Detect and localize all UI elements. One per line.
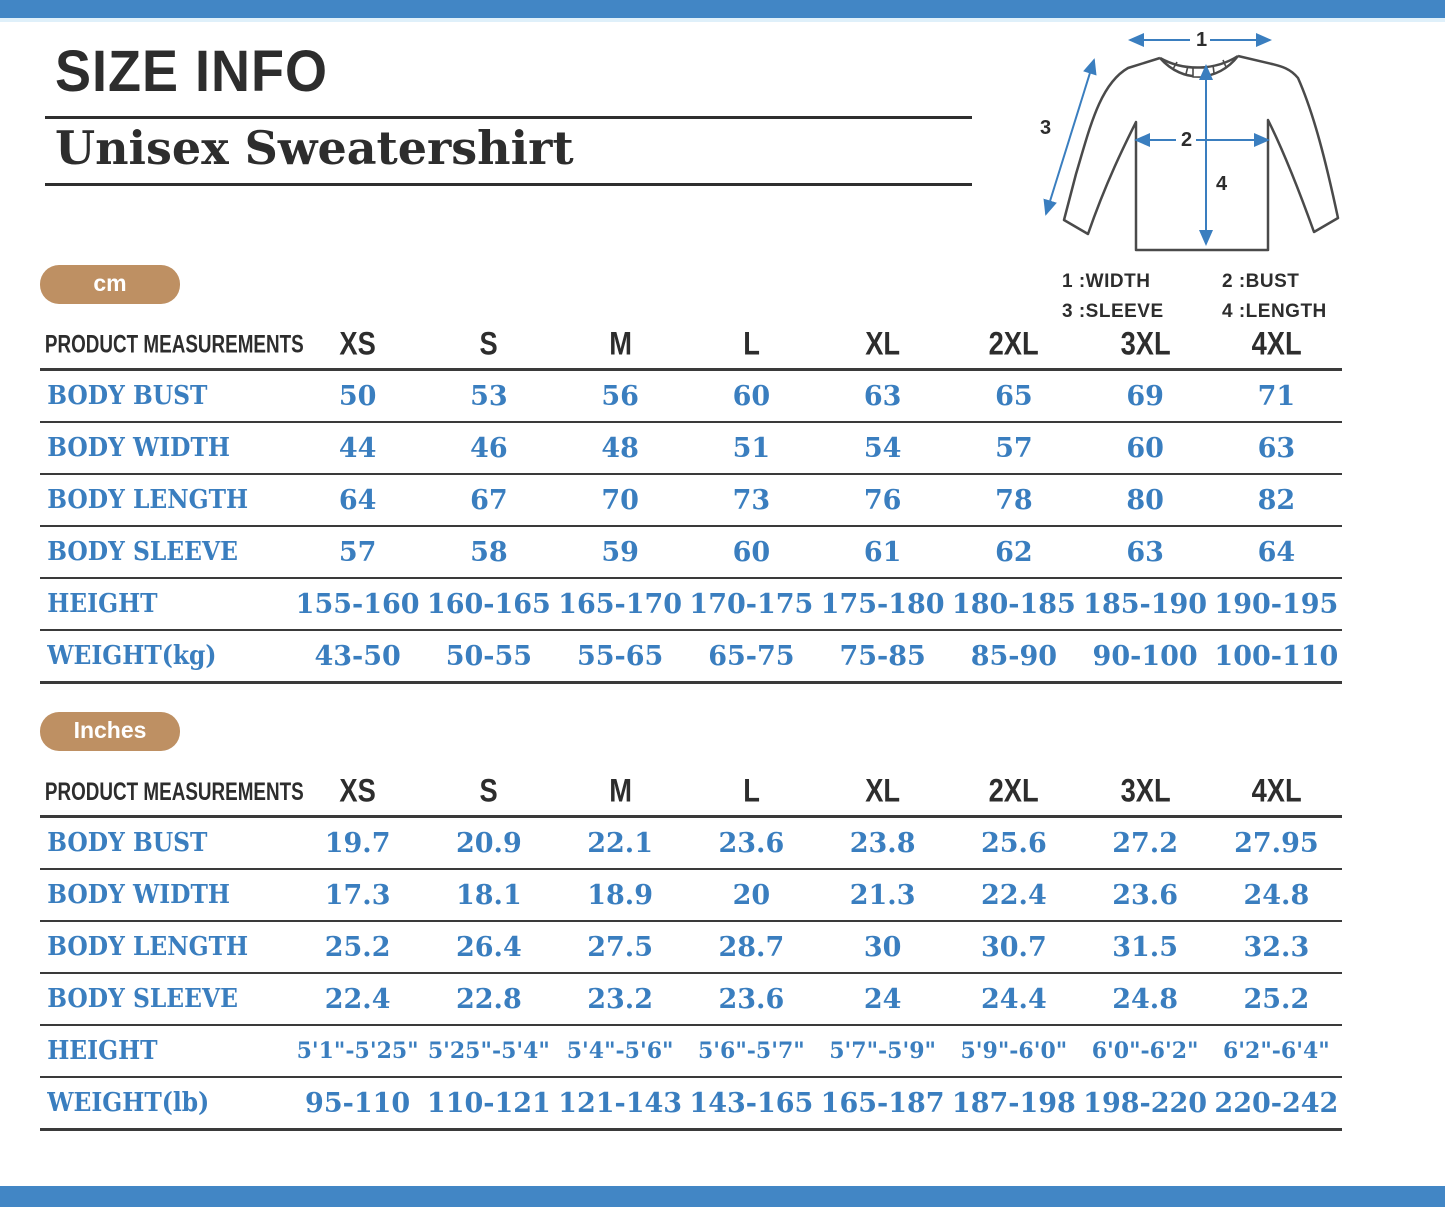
size-value-cell: 30 <box>863 931 902 963</box>
size-value-cell: 24 <box>863 983 902 1015</box>
size-value-cell: 165-187 <box>820 1087 945 1119</box>
size-column-header: L <box>743 772 760 809</box>
size-value-cell: 5'4"-5'6" <box>566 1038 674 1064</box>
size-value-cell: 22.4 <box>980 879 1047 911</box>
row-label: BODY SLEEVE <box>47 537 238 567</box>
size-value-cell: 55-65 <box>576 640 664 672</box>
size-value-cell: 59 <box>601 536 639 568</box>
size-value-cell: 69 <box>1126 380 1164 412</box>
row-label: WEIGHT(kg) <box>47 641 217 671</box>
table-row <box>40 423 1342 475</box>
size-value-cell: 5'25"-5'4" <box>427 1038 550 1064</box>
size-value-cell: 198-220 <box>1083 1087 1208 1119</box>
size-value-cell: 27.95 <box>1234 827 1319 859</box>
size-value-cell: 60 <box>1126 432 1164 464</box>
size-value-cell: 51 <box>732 432 771 464</box>
size-value-cell: 5'1"-5'25" <box>296 1038 419 1064</box>
size-value-cell: 57 <box>338 536 377 568</box>
size-value-cell: 43-50 <box>314 640 401 672</box>
size-value-cell: 31.5 <box>1112 931 1178 963</box>
size-value-cell: 5'9"-6'0" <box>960 1038 1068 1064</box>
inches-size-table <box>40 767 1342 1131</box>
size-value-cell: 20 <box>732 879 771 911</box>
size-value-cell: 175-180 <box>820 588 945 620</box>
size-value-cell: 95-110 <box>305 1087 411 1119</box>
size-value-cell: 25.6 <box>980 827 1047 859</box>
size-value-cell: 61 <box>863 536 902 568</box>
size-value-cell: 57 <box>995 432 1033 464</box>
measurements-header-label: PRODUCT MEASUREMENTS <box>44 329 304 358</box>
size-value-cell: 160-165 <box>426 588 551 620</box>
row-label: BODY WIDTH <box>47 880 230 910</box>
size-value-cell: 73 <box>732 484 771 516</box>
size-value-cell: 220-242 <box>1214 1087 1339 1119</box>
size-value-cell: 60 <box>732 536 771 568</box>
sweatshirt-diagram-icon <box>1030 22 1380 260</box>
size-value-cell: 71 <box>1257 380 1296 412</box>
size-column-header: S <box>479 772 498 809</box>
size-value-cell: 19.7 <box>324 827 391 859</box>
size-value-cell: 100-110 <box>1214 640 1339 672</box>
size-value-cell: 110-121 <box>426 1087 551 1119</box>
size-value-cell: 90-100 <box>1092 640 1198 672</box>
size-column-header: L <box>743 325 760 362</box>
table-row <box>40 870 1342 922</box>
size-column-header: 3XL <box>1120 772 1171 809</box>
size-column-header: S <box>479 325 498 362</box>
legend-bust: 2 :BUST <box>1222 271 1300 292</box>
size-value-cell: 23.6 <box>1112 879 1178 911</box>
bottom-accent-bar <box>0 1186 1445 1207</box>
size-column-header: 4XL <box>1251 772 1302 809</box>
size-value-cell: 23.8 <box>849 827 916 859</box>
size-value-cell: 143-165 <box>689 1087 814 1119</box>
inches-unit-badge: Inches <box>40 712 180 751</box>
size-value-cell: 60 <box>732 380 771 412</box>
size-value-cell: 32.3 <box>1243 931 1310 963</box>
size-value-cell: 20.9 <box>455 827 522 859</box>
size-value-cell: 56 <box>601 380 639 412</box>
size-value-cell: 64 <box>1257 536 1296 568</box>
size-value-cell: 63 <box>863 380 902 412</box>
size-value-cell: 28.7 <box>718 931 785 963</box>
size-value-cell: 48 <box>601 432 639 464</box>
size-value-cell: 25.2 <box>324 931 391 963</box>
size-value-cell: 30.7 <box>980 931 1047 963</box>
table-row <box>40 974 1342 1026</box>
size-value-cell: 5'6"-5'7" <box>697 1038 805 1064</box>
size-value-cell: 22.8 <box>455 983 522 1015</box>
size-value-cell: 82 <box>1257 484 1296 516</box>
size-value-cell: 26.4 <box>455 931 522 963</box>
size-value-cell: 58 <box>470 536 508 568</box>
size-column-header: 4XL <box>1251 325 1302 362</box>
marker-3: 3 <box>1040 117 1052 139</box>
size-value-cell: 6'0"-6'2" <box>1091 1038 1199 1064</box>
size-value-cell: 22.1 <box>587 827 653 859</box>
table-row <box>40 922 1342 974</box>
size-value-cell: 165-170 <box>558 588 683 620</box>
table-row <box>40 818 1342 870</box>
size-value-cell: 64 <box>338 484 377 516</box>
row-label: BODY BUST <box>47 381 208 411</box>
size-value-cell: 170-175 <box>689 588 814 620</box>
sweatshirt-outline <box>1064 56 1338 250</box>
size-value-cell: 22.4 <box>324 983 391 1015</box>
page-title: SIZE INFO <box>55 39 329 104</box>
size-value-cell: 63 <box>1126 536 1164 568</box>
size-value-cell: 50-55 <box>445 640 533 672</box>
size-column-header: XS <box>339 772 376 809</box>
marker-1: 1 <box>1196 29 1208 51</box>
top-accent-bar <box>0 0 1445 22</box>
table-row <box>40 1078 1342 1131</box>
size-value-cell: 23.6 <box>718 827 785 859</box>
size-column-header: M <box>608 325 632 362</box>
size-value-cell: 67 <box>470 484 508 516</box>
size-value-cell: 27.5 <box>587 931 653 963</box>
row-label: HEIGHT <box>47 1036 158 1066</box>
table-row <box>40 371 1342 423</box>
legend-length: 4 :LENGTH <box>1222 301 1327 322</box>
size-value-cell: 24.8 <box>1243 879 1310 911</box>
table-row <box>40 1026 1342 1078</box>
size-value-cell: 46 <box>470 432 508 464</box>
size-value-cell: 6'2"-6'4" <box>1222 1038 1330 1064</box>
size-column-header: 3XL <box>1120 325 1171 362</box>
cm-table-section <box>40 265 1342 684</box>
size-value-cell: 18.1 <box>455 879 522 911</box>
size-value-cell: 180-185 <box>951 588 1076 620</box>
legend-width: 1 :WIDTH <box>1062 271 1151 292</box>
size-value-cell: 190-195 <box>1214 588 1339 620</box>
size-value-cell: 53 <box>470 380 508 412</box>
size-value-cell: 62 <box>995 536 1033 568</box>
size-value-cell: 63 <box>1257 432 1296 464</box>
size-value-cell: 50 <box>338 380 377 412</box>
size-value-cell: 44 <box>338 432 377 464</box>
size-column-header: XL <box>865 772 901 809</box>
size-value-cell: 18.9 <box>587 879 653 911</box>
marker-2: 2 <box>1181 129 1193 151</box>
size-value-cell: 17.3 <box>324 879 391 911</box>
size-column-header: 2XL <box>988 772 1039 809</box>
size-column-header: XS <box>339 325 376 362</box>
size-value-cell: 54 <box>863 432 902 464</box>
row-label: BODY WIDTH <box>47 433 230 463</box>
measurements-header-label: PRODUCT MEASUREMENTS <box>44 776 304 805</box>
cm-size-table <box>40 320 1342 684</box>
subtitle-block <box>45 116 972 186</box>
size-column-header: XL <box>865 325 901 362</box>
legend-sleeve: 3 :SLEEVE <box>1062 301 1164 322</box>
size-value-cell: 78 <box>995 484 1033 516</box>
size-value-cell: 185-190 <box>1083 588 1208 620</box>
size-value-cell: 27.2 <box>1112 827 1178 859</box>
size-value-cell: 121-143 <box>558 1087 683 1119</box>
table-header-row <box>40 320 1342 371</box>
size-value-cell: 155-160 <box>295 588 420 620</box>
row-label: WEIGHT(lb) <box>47 1088 210 1118</box>
table-row <box>40 475 1342 527</box>
size-value-cell: 75-85 <box>839 640 926 672</box>
size-column-header: M <box>608 772 632 809</box>
cm-unit-badge: cm <box>40 265 180 304</box>
size-value-cell: 23.2 <box>587 983 653 1015</box>
size-value-cell: 23.6 <box>718 983 785 1015</box>
table-header-row <box>40 767 1342 818</box>
marker-4: 4 <box>1216 173 1228 195</box>
size-value-cell: 24.8 <box>1112 983 1178 1015</box>
table-row <box>40 527 1342 579</box>
product-name: Unisex Sweatershirt <box>55 121 574 175</box>
size-value-cell: 65-75 <box>708 640 795 672</box>
row-label: BODY LENGTH <box>47 932 249 962</box>
row-label: BODY SLEEVE <box>47 984 238 1014</box>
row-label: HEIGHT <box>47 589 158 619</box>
size-value-cell: 70 <box>601 484 639 516</box>
size-value-cell: 187-198 <box>951 1087 1076 1119</box>
row-label: BODY LENGTH <box>47 485 249 515</box>
table-row <box>40 579 1342 631</box>
size-value-cell: 80 <box>1126 484 1164 516</box>
size-value-cell: 76 <box>863 484 902 516</box>
inches-table-section <box>40 712 1342 1131</box>
size-value-cell: 21.3 <box>849 879 916 911</box>
size-value-cell: 24.4 <box>980 983 1047 1015</box>
size-column-header: 2XL <box>988 325 1039 362</box>
table-row <box>40 631 1342 684</box>
size-value-cell: 25.2 <box>1243 983 1310 1015</box>
size-value-cell: 5'7"-5'9" <box>829 1038 936 1064</box>
size-value-cell: 85-90 <box>970 640 1058 672</box>
size-value-cell: 65 <box>995 380 1033 412</box>
row-label: BODY BUST <box>47 828 208 858</box>
